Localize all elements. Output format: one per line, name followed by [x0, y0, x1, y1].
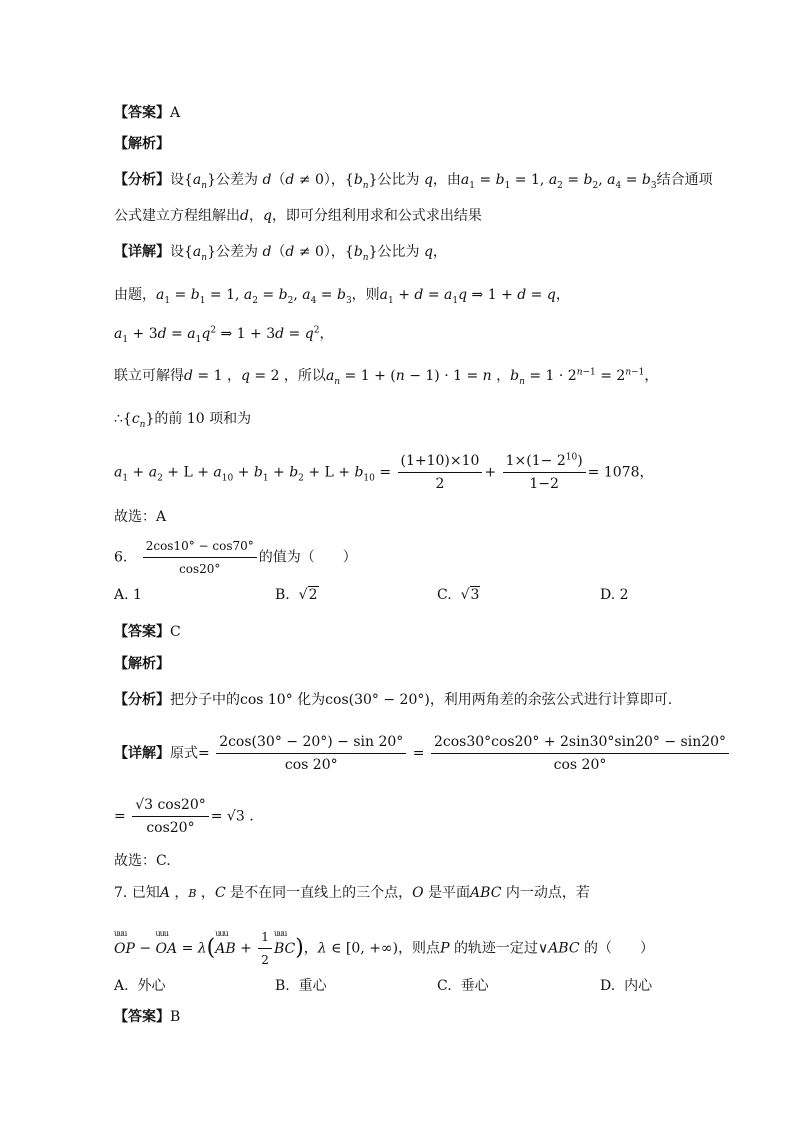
q6-stem-tail: 的值为（ ） — [258, 549, 357, 566]
sum-result: 1078 — [603, 464, 640, 481]
q6-fraction: $\frac{2\cos 10^\circ - \cos 70^\circ}{\cos 20^\circ}$ — [143, 537, 257, 578]
fraction-arith: $\frac{(1+10)\times 10}{2}$ — [398, 452, 483, 493]
q6-option-d: D. 2 — [600, 587, 629, 603]
question-number: 7. — [114, 885, 128, 901]
q6-result: = $\frac{√3 \cos 20^\circ}{\cos 20^\circ}$ = √3 . — [114, 797, 254, 836]
question-number: 6. — [114, 549, 128, 566]
fenxi-text: 公式建立方程组解出 — [114, 208, 240, 224]
q7-option-c: C. 垂心 — [437, 978, 489, 994]
q5-answer-line — [114, 103, 180, 123]
answer-value: B — [170, 1009, 181, 1025]
q7-answer-line — [114, 1007, 180, 1027]
q6-conclusion: 故选：C. — [114, 853, 171, 869]
q6-xiangjie: 【详解】原式= $\frac{2\cos(30^\circ - 20^\circ) - \sin 20^\circ}{\cos 20^\circ}$ = $\frac{2\cos 30^\circ\cos 20^\circ + 2\sin 30^\circ\sin 20^\circ - \sin 20^\circ}{\cos 20^\circ}$ — [114, 733, 731, 774]
answer-tag: 【答案】 — [114, 1009, 170, 1025]
q7-option-a: A. 外心 — [114, 978, 166, 994]
q6-analysis-heading — [114, 654, 170, 674]
q6-answer-line — [114, 622, 181, 642]
xiangjie-tag: 【详解】 — [114, 244, 170, 260]
q5-xiangjie-line3: $a_1 + 3d = a_1q^2$ ⇒ $1 + 3d = q^2$， — [114, 325, 334, 345]
q6-fraction-3: $\frac{√3 \cos 20^\circ}{\cos 20^\circ}$ — [132, 796, 209, 837]
q6-option-b: B. √2 — [275, 587, 318, 603]
analysis-tag: 【解析】 — [114, 656, 170, 672]
fenxi-text-tail: ，即可分组利用求和公式求出结果 — [271, 208, 482, 224]
q6-stem — [114, 537, 357, 578]
q7-option-d: D. 内心 — [600, 978, 653, 994]
q5-xiangjie-line4: 联立可解得d = 1 ，q = 2 ，所以$a_n = 1 + (n - 1) \cdot 1 = n$ ，$b_n = 1 \cdot 2^{n-1} = 2^{n-1}$， — [114, 367, 659, 387]
answer-value: C — [170, 624, 181, 640]
q7-option-b: B. 重心 — [275, 978, 327, 994]
q6-fraction-2: $\frac{2\cos 30^\circ\cos 20^\circ + 2\sin 30^\circ\sin 20^\circ - \sin 20^\circ}{\cos 20^\circ}$ — [431, 733, 729, 774]
answer-tag: 【答案】 — [114, 105, 170, 121]
q5-conclusion: 故选：A — [114, 509, 167, 525]
fraction-geom: $\frac{1\times(1- 2^{10})}{1-2}$ — [503, 452, 586, 493]
xiangjie-tag: 【详解】 — [114, 745, 170, 762]
q5-xiangjie-line1: 【详解】设$\{a_n\}$公差为 d（d ≠ 0），$\{b_n\}$公比为 q， — [114, 244, 447, 263]
q5-fenxi-line1: 【分析】设$\{a_n\}$公差为 d（d ≠ 0），$\{b_n\}$公比为 q，由$a_1 = b_1 = 1$, $a_2 = b_2$, $a_4 = b_3$结合通项 — [114, 172, 713, 191]
q5-analysis-heading — [114, 134, 170, 154]
q5-fenxi-line2: 公式建立方程组解出d，q，即可分组利用求和公式求出结果 — [114, 208, 482, 224]
answer-tag: 【答案】 — [114, 624, 170, 640]
fenxi-tag: 【分析】 — [114, 172, 170, 188]
fenxi-tag: 【分析】 — [114, 692, 170, 708]
analysis-tag: 【解析】 — [114, 136, 170, 152]
q6-fenxi: 【分析】把分子中的cos 10° 化为cos(30° − 20°)，利用两角差的余弦公式进行计算即可. — [114, 692, 673, 708]
q5-xiangjie-line5: $\therefore\{c_n\}$的前 10 项和为 — [114, 411, 252, 430]
yuanshi-label: 原式 — [170, 745, 198, 762]
q7-stem-line1: 7. 已知A ，B ，C 是不在同一直线上的三个点，O 是平面ABC 内一动点，若 — [114, 885, 590, 901]
q6-option-a: A. 1 — [114, 587, 142, 603]
answer-value: A — [170, 105, 181, 121]
q6-fraction-1: $\frac{2\cos(30^\circ - 20^\circ) - \sin 20^\circ}{\cos 20^\circ}$ — [216, 733, 406, 774]
q7-stem-line2: uuu OP − uuu OA = λ( uuu AB + $\frac{1}{2}$ uuu BC)，λ ∈ [0, +∞)，则点P 的轨迹一定过∨ABC 的（ ） — [114, 928, 655, 967]
q5-xiangjie-line2: 由题，$a_1 = b_1 = 1$, $a_2 = b_2$, $a_4 = b_3$，则$a_1 + d = a_1q$ ⇒ 1 + d = q， — [114, 287, 570, 306]
q5-sum-formula: $a_1 + a_2 + L + a_{10} + b_1 + b_2 + L + b_{10}$ = $\frac{(1+10)\times 10}{2}$ + $\frac{1\times(1- 2^{10})}{1-2}$ = 1078， — [114, 452, 654, 492]
q6-option-c: C. √3 — [437, 587, 480, 603]
